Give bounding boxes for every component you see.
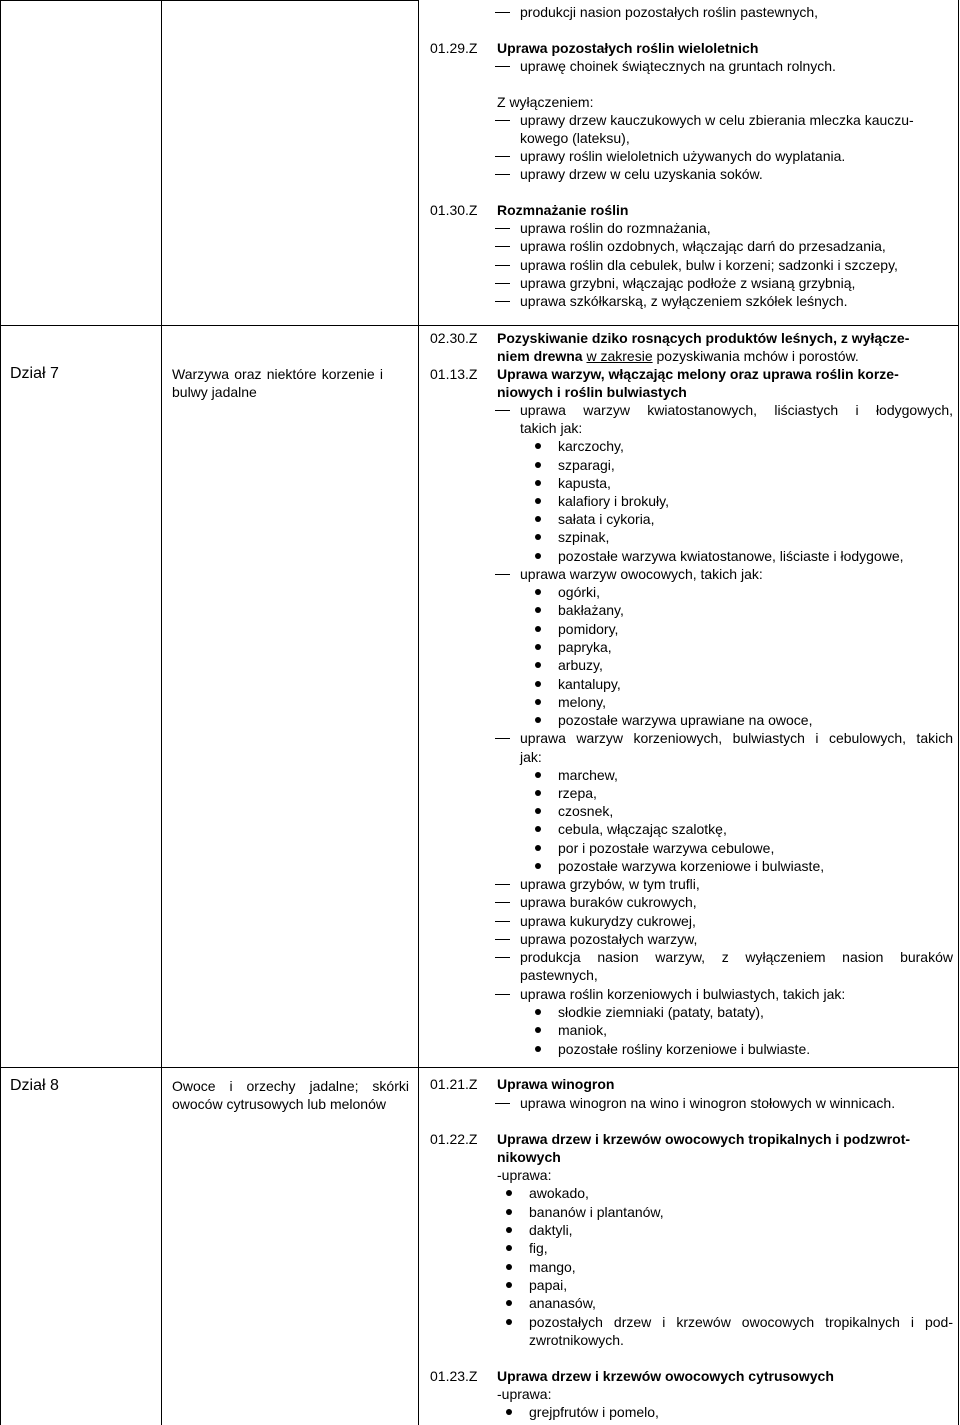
table-border-left (0, 0, 1, 1425)
section-title: bakłażany, (558, 602, 624, 618)
section-title: Uprawa winogron (497, 1076, 615, 1092)
section-title: grejpfrutów i pomelo, (529, 1404, 659, 1420)
row-divider-top (0, 0, 419, 1)
pkd-code: 02.30.Z (430, 330, 478, 346)
dash-list-item: uprawa pozostałych warzyw, (520, 931, 698, 947)
pkd-code: 01.30.Z (430, 202, 478, 218)
dash-list-item: uprawa warzyw owocowych, takich jak: (520, 566, 763, 582)
section-title: nikowych (497, 1149, 561, 1165)
text-line: jak: (520, 749, 542, 765)
row-divider-dzial7 (0, 325, 959, 326)
dash-list-item: uprawy roślin wieloletnich używanych do wyplatania. (520, 148, 846, 164)
dash-list-item: uprawa roślin korzeniowych i bulwiastych, takich jak: (520, 986, 846, 1002)
column-divider-1 (161, 0, 162, 1425)
dzial-8-label: Dział 8 (10, 1077, 59, 1094)
section-title: rzepa, (558, 785, 597, 801)
section-title: kantalupy, (558, 676, 621, 692)
dzial-8-description-line2: owoców cytrusowych lub melonów (172, 1096, 386, 1112)
dash-list-item: uprawa roślin ozdobnych, włączając darń do przesadzania, (520, 238, 886, 254)
column-divider-2 (418, 0, 419, 1425)
dash-list-item: uprawy drzew kauczukowych w celu zbierania mleczka kauczu- (520, 112, 914, 128)
section-title: arbuzy, (558, 657, 603, 673)
dash-list-item: produkcja nasion warzyw, z wyłączeniem nasion buraków (520, 949, 953, 965)
section-title: cebula, włączając szalotkę, (558, 821, 727, 837)
dash-list-item: produkcji nasion pozostałych roślin pastewnych, (520, 4, 819, 20)
text-line: pastewnych, (520, 967, 598, 983)
section-title: pozostałych drzew i krzewów owocowych tropikalnych i pod- (529, 1314, 953, 1330)
pkd-code: 01.13.Z (430, 366, 478, 382)
text-line: takich jak: (520, 420, 583, 436)
section-title: słodkie ziemniaki (pataty, bataty), (558, 1004, 764, 1020)
section-title: por i pozostałe warzywa cebulowe, (558, 840, 775, 856)
section-title: pomidory, (558, 621, 619, 637)
dash-list-item: uprawy drzew w celu uzyskania soków. (520, 166, 763, 182)
pkd-0230-title-line2 (497, 347, 859, 365)
dash-list-item: uprawa grzybów, w tym trufli, (520, 876, 700, 892)
section-title: papryka, (558, 639, 612, 655)
section-title: marchew, (558, 767, 618, 783)
pkd-code: 01.29.Z (430, 40, 478, 56)
section-title: Uprawa drzew i krzewów owocowych cytrusowych (497, 1368, 834, 1384)
section-title: szpinak, (558, 529, 610, 545)
dzial-7-description-line2: bulwy jadalne (172, 384, 257, 400)
dash-list-item: uprawa buraków cukrowych, (520, 894, 697, 910)
section-title: niowych i roślin bulwiastych (497, 384, 687, 400)
dash-list-item: uprawa grzybni, włączając podłoże z wsianą grzybnią, (520, 275, 856, 291)
text-line: -uprawa: (497, 1167, 552, 1183)
dzial-7-label: Dział 7 (10, 365, 59, 382)
section-title: ogórki, (558, 584, 601, 600)
dash-list-item: uprawa szkółkarską, z wyłączeniem szkółek leśnych. (520, 293, 848, 309)
section-title: pozostałe rośliny korzeniowe i bulwiaste. (558, 1041, 811, 1057)
section-title: maniok, (558, 1022, 608, 1038)
dash-list-item: uprawę choinek świątecznych na gruntach rolnych. (520, 58, 836, 74)
section-title: Rozmnażanie roślin (497, 202, 629, 218)
text-line: -uprawa: (497, 1386, 552, 1402)
section-title: fig, (529, 1240, 548, 1256)
section-title: Pozyskiwanie dziko rosnących produktów leśnych, z wyłącze- (497, 330, 910, 346)
section-title: karczochy, (558, 438, 624, 454)
section-title: melony, (558, 694, 606, 710)
dash-list-item: uprawa roślin do rozmnażania, (520, 220, 711, 236)
pkd-code: 01.22.Z (430, 1131, 478, 1147)
section-title: papai, (529, 1277, 568, 1293)
text-line: Z wyłączeniem: (497, 94, 594, 110)
dzial-8-description-line1: Owoce i orzechy jadalne; skórki (172, 1078, 409, 1094)
pkd-code: 01.21.Z (430, 1076, 478, 1092)
dash-list-item: uprawa roślin dla cebulek, bulw i korzeni; sadzonki i szczepy, (520, 257, 898, 273)
dzial-7-description-line1: Warzywa oraz niektóre korzenie i (172, 366, 383, 382)
section-title: awokado, (529, 1185, 589, 1201)
section-title: Uprawa warzyw, włączając melony oraz uprawa roślin korze- (497, 366, 899, 382)
section-title: sałata i cykoria, (558, 511, 655, 527)
section-title: bananów i plantanów, (529, 1204, 664, 1220)
section-title: daktyli, (529, 1222, 573, 1238)
pkd-code: 01.23.Z (430, 1368, 478, 1384)
section-title: kalafiory i brokuły, (558, 493, 670, 509)
section-title: pozostałe warzywa korzeniowe i bulwiaste, (558, 858, 825, 874)
section-title: szparagi, (558, 457, 615, 473)
table-border-right (958, 0, 959, 1425)
section-title: Uprawa pozostałych roślin wieloletnich (497, 40, 759, 56)
text-line: zwrotnikowych. (529, 1332, 624, 1348)
section-title: pozostałe warzywa kwiatostanowe, liściaste i łodygowe, (558, 548, 904, 564)
dash-list-item: uprawa warzyw kwiatostanowych, liściastych i łodygowych, (520, 402, 953, 418)
section-title: Uprawa drzew i krzewów owocowych tropikalnych i podzwrot- (497, 1131, 911, 1147)
dash-list-item: uprawa kukurydzy cukrowej, (520, 913, 696, 929)
section-title: kapusta, (558, 475, 611, 491)
section-title: ananasów, (529, 1295, 596, 1311)
title-part-rest: pozyskiwania mchów i porostów. (656, 348, 859, 364)
text-line: kowego (lateksu), (520, 130, 630, 146)
section-title: mango, (529, 1259, 576, 1275)
underlined-text: w zakresie (586, 348, 653, 364)
dash-list-item: uprawa warzyw korzeniowych, bulwiastych i cebulowych, takich (520, 730, 953, 746)
dash-list-item: uprawa winogron na wino i winogron stołowych w winnicach. (520, 1095, 896, 1111)
section-title: czosnek, (558, 803, 614, 819)
section-title: pozostałe warzywa uprawiane na owoce, (558, 712, 813, 728)
row-divider-dzial8 (0, 1067, 959, 1068)
title-part: niem drewna (497, 348, 583, 364)
